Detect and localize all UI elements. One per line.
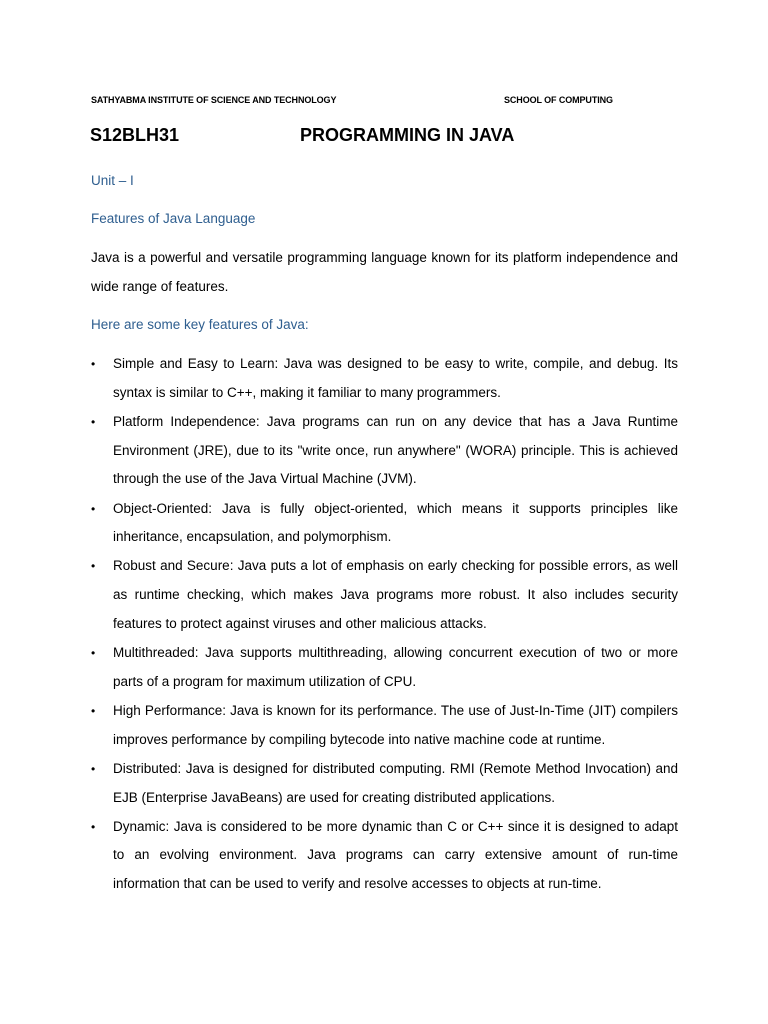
feature-text: Multithreaded: Java supports multithreading, allowing concurrent execution of two or more parts of a program for maximum utilization of CPU.: [113, 645, 678, 689]
key-features-heading: Here are some key features of Java:: [91, 317, 309, 332]
school-header: SCHOOL OF COMPUTING: [504, 95, 613, 105]
feature-text: Distributed: Java is designed for distributed computing. RMI (Remote Method Invocation) and EJB (Enterprise JavaBeans) are used for creating distributed applications.: [113, 760, 678, 805]
institution-header: SATHYABMA INSTITUTE OF SCIENCE AND TECHNOLOGY: [91, 95, 337, 105]
feature-text: Simple and Easy to Learn: Java was designed to be easy to write, compile, and debug. Its syntax is similar to C++, making it familiar to many programmers.: [113, 356, 678, 400]
bullet-icon: •: [91, 646, 96, 661]
feature-item: [91, 755, 678, 812]
course-code: S12BLH31: [90, 125, 180, 145]
feature-item: [91, 639, 678, 696]
feature-item: [91, 408, 678, 494]
bullet-icon: •: [91, 357, 96, 371]
bullet-icon: •: [91, 819, 96, 834]
bullet-icon: •: [91, 559, 96, 574]
bullet-icon: •: [91, 761, 96, 776]
feature-item: [91, 813, 678, 899]
intro-paragraph: Java is a powerful and versatile programming language known for its platform independence and wide range of features.: [91, 250, 678, 294]
bullet-icon: •: [91, 703, 96, 718]
feature-item: [91, 495, 678, 552]
section-heading: Features of Java Language: [91, 211, 256, 226]
feature-item: [91, 350, 678, 407]
feature-text: Object-Oriented: Java is fully object-oriented, which means it supports principles like inheritance, encapsulation, and polymorphism.: [113, 500, 678, 545]
bullet-icon: •: [91, 414, 96, 429]
bullet-icon: •: [91, 501, 96, 516]
feature-text: High Performance: Java is known for its performance. The use of Just-In-Time (JIT) compilers improves performance by compiling bytecode into native machine code at runtime.: [113, 702, 678, 747]
unit-label: Unit – I: [91, 173, 134, 188]
feature-text: Platform Independence: Java programs can run on any device that has a Java Runtime Environment (JRE), due to its "write once, run anywhere" (WORA) principle. This is achieved through the use of the Java Virtual Machine (JVM).: [113, 413, 678, 487]
feature-item: [91, 697, 678, 754]
feature-item: [91, 552, 678, 638]
feature-text: Dynamic: Java is considered to be more dynamic than C or C++ since it is designed to adapt to an evolving environment. Java programs can carry extensive amount of run-time information that can be used to verify and resolve accesses to objects at run-time.: [113, 818, 678, 892]
course-title: PROGRAMMING IN JAVA: [300, 125, 515, 145]
feature-text: Robust and Secure: Java puts a lot of emphasis on early checking for possible errors, as well as runtime checking, which makes Java programs more robust. It also includes security features to protect against viruses and other malicious attacks.: [113, 558, 678, 631]
features-list: [91, 350, 678, 899]
